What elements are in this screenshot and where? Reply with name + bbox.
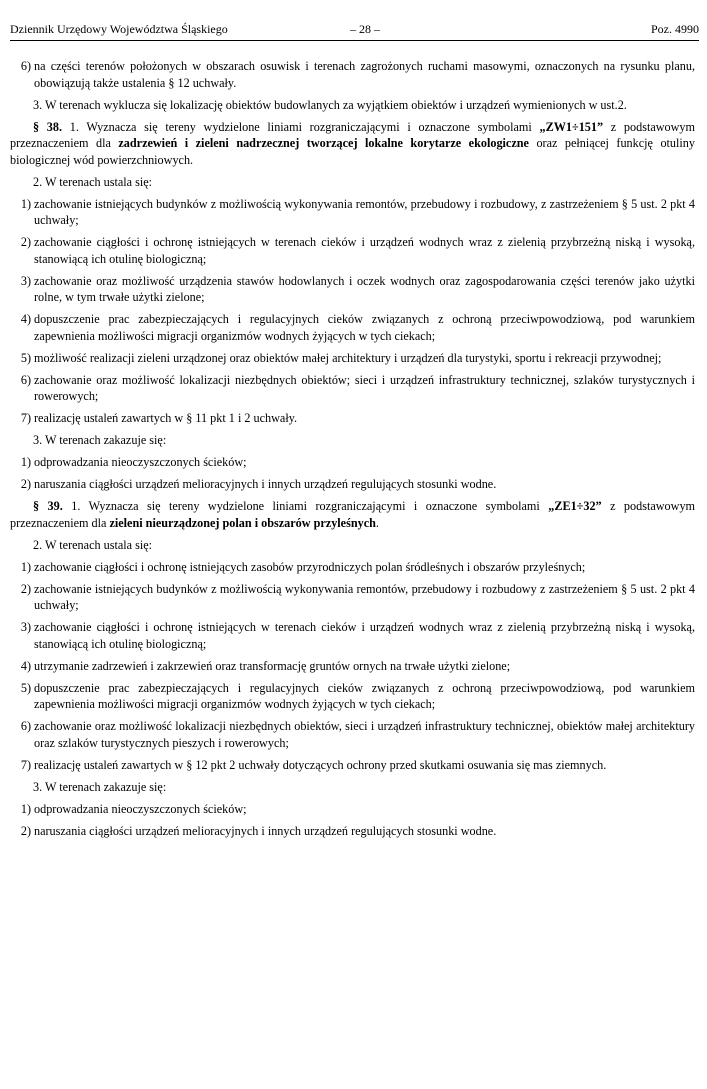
item-number: 7) [20, 757, 31, 772]
list-item [10, 273, 695, 306]
section-38-paragraph-2: 2. W terenach ustala się: [33, 174, 153, 189]
section-38-items [10, 196, 695, 427]
purpose-bold: zieleni nieurządzonej polan i obszarów przyleśnych [109, 515, 376, 530]
position-number: Poz. 4990 [651, 22, 699, 36]
item-number: 4) [20, 658, 31, 673]
paragraph-text: oraz pełniącej funkcję otuliny biologicznej wód powierzchniowych. [10, 136, 695, 167]
item-number: 6) [20, 59, 31, 73]
item-text: realizację ustaleń zawartych w § 12 pkt 2 uchwały dotyczących ochrony przed skutkami osuwania się mas ziemnych. [34, 757, 607, 772]
item-text: odprowadzania nieoczyszczonych ścieków; [34, 455, 247, 469]
list-item [10, 372, 695, 405]
list-item [10, 801, 695, 818]
item-number: 3) [20, 620, 31, 634]
paragraph-text: z podstawowym przeznaczeniem dla [10, 499, 696, 530]
item-number: 6) [20, 372, 31, 387]
item-number: 3) [20, 273, 31, 288]
list-item [10, 718, 695, 751]
paragraph-text: . [375, 515, 379, 530]
page-header [10, 22, 699, 41]
section-38-paragraph-3: 3. W terenach zakazuje się: [33, 433, 167, 447]
section-sign: § 39. [33, 499, 63, 513]
item-number: 2) [20, 581, 31, 596]
list-item [10, 350, 695, 367]
item-number: 1) [20, 559, 31, 574]
list-item [10, 559, 695, 576]
item-text: zachowanie istniejących budynków z możliwością wykonywania remontów, przebudowy i rozbudowy z zastrzeżeniem § 5 ust. 2 pkt 4 uchwały; [34, 581, 695, 612]
item-text: zachowanie oraz możliwość lokalizacji niezbędnych obiektów, sieci i urządzeń infrastruktury technicznej, obiektów małej architektury oraz szlaków turystycznych pieszych i rowerowych; [34, 719, 695, 750]
item-text: zachowanie oraz możliwość lokalizacji niezbędnych obiektów; sieci i urządzeń infrastruktury technicznej, szlaków turystycznych i rowerowych; [34, 372, 695, 403]
zone-symbol: „ZW1÷151” [539, 119, 604, 134]
section-38-paragraph-1 [10, 119, 695, 169]
item-number: 7) [20, 411, 31, 425]
item-text: zachowanie ciągłości i ochronę istniejących w terenach cieków i urządzeń wodnych wraz z zielenią przybrzeżną niską i wysoką, stanowiącą ich otulinę biologiczną; [34, 620, 695, 651]
page-number: – 28 – [350, 22, 380, 36]
list-item [10, 234, 695, 267]
item-number: 1) [20, 196, 31, 211]
item-number: 2) [20, 823, 31, 838]
paragraph-text: z podstawowym przeznaczeniem dla [10, 119, 696, 150]
list-item [10, 454, 695, 471]
section-39-items [10, 559, 695, 774]
purpose-bold: zadrzewień i zieleni nadrzecznej tworzącej lokalne korytarze ekologiczne [118, 136, 529, 150]
item-text: naruszania ciągłości urządzeń melioracyjnych i innych urządzeń regulujących stosunki wodne. [34, 477, 497, 491]
section-39-ban-items [10, 801, 695, 840]
item-number: 1) [20, 801, 31, 816]
item-number: 6) [20, 719, 31, 733]
section-39-paragraph-3: 3. W terenach zakazuje się: [33, 779, 167, 794]
item-text: zachowanie ciągłości i ochronę istniejących zasobów przyrodniczych polan śródleśnych i obszarów przyleśnych; [34, 559, 586, 574]
item-number: 5) [20, 680, 31, 695]
list-item [10, 581, 695, 614]
document-body [10, 58, 695, 845]
item-text: zachowanie ciągłości i ochronę istniejących w terenach cieków i urządzeń wodnych wraz z zielenią przybrzeżną niską i wysoką, stanowiącą ich otulinę biologiczną; [34, 235, 695, 266]
paragraph-text: 1. Wyznacza się tereny wydzielone liniami rozgraniczającymi i oznaczone symbolami [62, 119, 540, 134]
item-text: na części terenów położonych w obszarach osuwisk i terenach zagrożonych ruchami masowymi, oznaczonych na rysunku planu, obowiązują także ustalenia § 12 uchwały. [34, 59, 695, 90]
list-item [10, 823, 695, 840]
item-number: 2) [20, 477, 31, 491]
section-39-paragraph-2: 2. W terenach ustala się: [33, 537, 153, 552]
item-text: zachowanie istniejących budynków z możliwością wykonywania remontów, przebudowy i rozbudowy, z zastrzeżeniem § 5 ust. 2 pkt 4 uchwały; [34, 196, 695, 227]
section-39-paragraph-1 [10, 498, 695, 531]
list-item [10, 196, 695, 229]
list-item [10, 619, 695, 652]
paragraph-text: 1. Wyznacza się tereny wydzielone liniami rozgraniczającymi i oznaczone symbolami [62, 499, 549, 513]
section-sign: § 38. [33, 119, 63, 134]
item-text: zachowanie oraz możliwość urządzenia stawów hodowlanych i oczek wodnych oraz zagospodarowania części terenów jako użytki rolne, w tym trwałe użytki zielone; [34, 273, 695, 304]
list-item [10, 476, 695, 493]
item-text: dopuszczenie prac zabezpieczających i regulacyjnych cieków związanych z ochroną przeciwpowodziową, pod warunkiem zapewnienia możliwości migracji organizmów wodnych żyjących w tych ciekach; [34, 312, 695, 343]
list-item [10, 757, 695, 774]
item-number: 2) [20, 235, 31, 249]
item-text: realizację ustaleń zawartych w § 11 pkt 1 i 2 uchwały. [34, 411, 298, 425]
list-item [10, 410, 695, 427]
item-text: możliwość realizacji zieleni urządzonej oraz obiektów małej architektury i urządzeń dla turystyki, sportu i rekreacji przywodnej; [34, 350, 662, 365]
list-item [10, 658, 695, 675]
list-item [10, 311, 695, 344]
item-number: 1) [20, 455, 31, 469]
item-number: 5) [20, 350, 31, 365]
zone-symbol: „ZE1÷32” [548, 499, 602, 513]
list-item [10, 58, 695, 91]
item-number: 4) [20, 312, 31, 326]
section-38-ban-items [10, 454, 695, 493]
list-item [10, 680, 695, 713]
item-text: odprowadzania nieoczyszczonych ścieków; [34, 801, 247, 816]
item-text: naruszania ciągłości urządzeń melioracyjnych i innych urządzeń regulujących stosunki wodne. [34, 823, 497, 838]
paragraph: 3. W terenach wyklucza się lokalizację obiektów budowlanych za wyjątkiem obiektów i urządzeń wymienionych w ust.2. [33, 97, 627, 112]
journal-title: Dziennik Urzędowy Województwa Śląskiego [10, 22, 228, 36]
item-text: utrzymanie zadrzewień i zakrzewień oraz transformację gruntów ornych na trwałe użytki zielone; [34, 658, 511, 673]
item-text: dopuszczenie prac zabezpieczających i regulacyjnych cieków związanych z ochroną przeciwpowodziową, pod warunkiem zapewnienia możliwości migracji organizmów wodnych żyjących w tych ciekach; [34, 680, 695, 711]
